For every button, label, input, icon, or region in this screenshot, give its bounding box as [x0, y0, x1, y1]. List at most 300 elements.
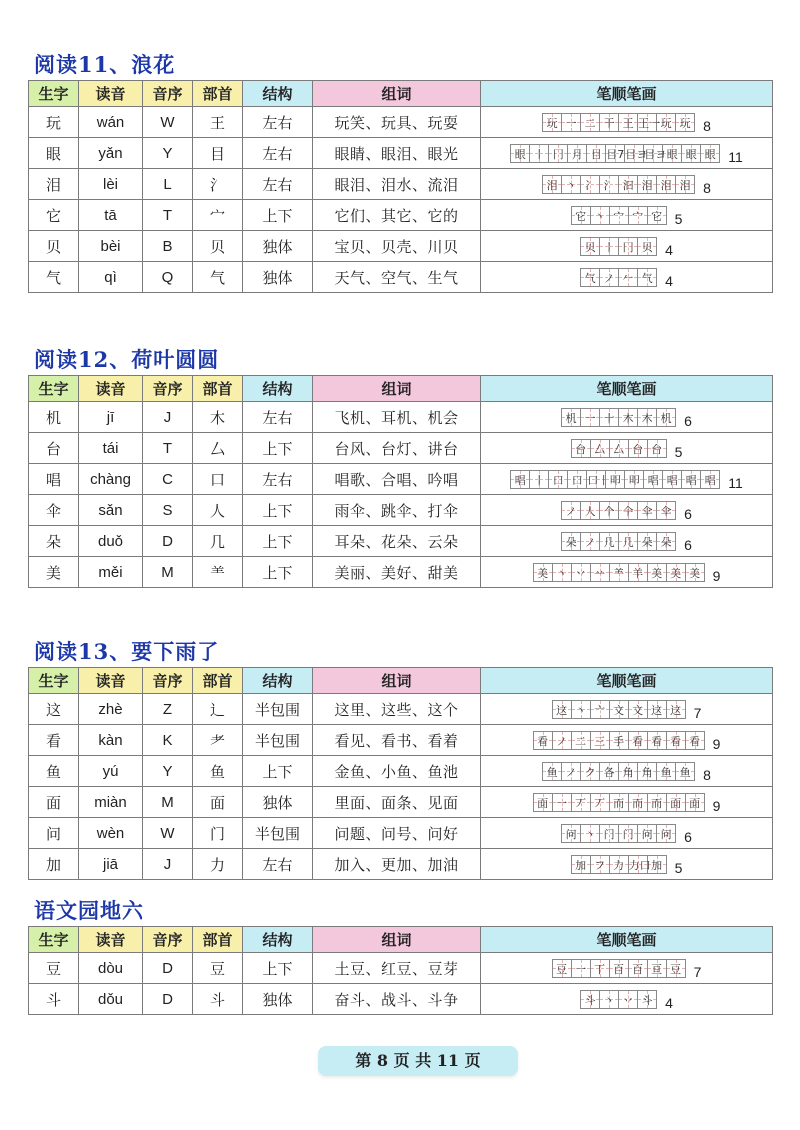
stroke-step: 唱 [685, 473, 697, 487]
cell-seq: J [143, 402, 193, 433]
char-table [28, 667, 773, 880]
stroke-box [553, 793, 572, 812]
stroke-box [648, 731, 667, 750]
table-header [29, 81, 773, 107]
cell-seq: D [143, 984, 193, 1015]
stroke-box [562, 175, 581, 194]
header-seq: 音序 [143, 376, 193, 402]
stroke-box [553, 731, 572, 750]
stroke-box [530, 144, 549, 163]
stroke-count: 9 [712, 736, 721, 752]
stroke-step: 机 [660, 411, 672, 425]
stroke-box [581, 175, 600, 194]
stroke-box [600, 408, 619, 427]
cell-radical: 目 [193, 138, 243, 169]
stroke-box [667, 959, 686, 978]
stroke-box [587, 144, 606, 163]
stroke-box [638, 501, 657, 520]
stroke-box [534, 731, 553, 750]
stroke-step: 眼 [666, 147, 678, 161]
stroke-step: 丶 [594, 209, 606, 223]
stroke-order-grid [571, 439, 667, 458]
stroke-box [629, 731, 648, 750]
stroke-order-grid [580, 268, 657, 287]
cell-pinyin: miàn [79, 787, 143, 818]
cell-radical: 门 [193, 818, 243, 849]
stroke-box [581, 762, 600, 781]
stroke-step: 泪 [641, 178, 653, 192]
cell-strokes [481, 495, 773, 526]
stroke-step: 玩 [546, 116, 558, 130]
stroke-box [619, 237, 638, 256]
stroke-step: 气 [584, 271, 596, 285]
stroke-step: ノ [565, 504, 577, 518]
cell-structure: 半包围 [243, 725, 313, 756]
cell-words: 天气、空气、生气 [313, 262, 481, 293]
cell-words: 奋斗、战斗、斗争 [313, 984, 481, 1015]
stroke-step: 斗 [641, 993, 653, 1007]
stroke-box [591, 731, 610, 750]
stroke-step: 这 [556, 703, 568, 717]
stroke-box [581, 268, 600, 287]
stroke-step: 豆 [670, 962, 682, 976]
stroke-box [572, 439, 591, 458]
stroke-box [572, 959, 591, 978]
header-strokes: 笔顺笔画 [481, 81, 773, 107]
stroke-step: 冫 [584, 178, 596, 192]
cell-char: 台 [29, 433, 79, 464]
cell-words: 里面、面条、见面 [313, 787, 481, 818]
stroke-order-grid [571, 855, 667, 874]
header-radical: 部首 [193, 927, 243, 953]
stroke-step: 美 [651, 566, 663, 580]
cell-structure: 上下 [243, 433, 313, 464]
stroke-box [581, 237, 600, 256]
header-structure: 结构 [243, 668, 313, 694]
cell-strokes [481, 262, 773, 293]
cell-words: 台风、台灯、讲台 [313, 433, 481, 464]
cell-pinyin: sǎn [79, 495, 143, 526]
stroke-step: 几 [603, 535, 615, 549]
stroke-box [676, 762, 695, 781]
cell-seq: B [143, 231, 193, 262]
stroke-step: 叩 [628, 473, 640, 487]
stroke-box [667, 700, 686, 719]
cell-pinyin: kàn [79, 725, 143, 756]
stroke-box [648, 563, 667, 582]
cell-radical: 鱼 [193, 756, 243, 787]
stroke-count: 5 [674, 211, 683, 227]
stroke-box [568, 470, 587, 489]
stroke-step: 眼 [514, 147, 526, 161]
cell-char: 玩 [29, 107, 79, 138]
stroke-step: 唱 [514, 473, 526, 487]
stroke-box [562, 824, 581, 843]
cell-pinyin: wèn [79, 818, 143, 849]
stroke-step: 看 [651, 734, 663, 748]
stroke-box [619, 990, 638, 1009]
cell-char: 机 [29, 402, 79, 433]
stroke-step: 丶 [565, 178, 577, 192]
cell-strokes [481, 557, 773, 588]
stroke-box [686, 731, 705, 750]
stroke-box [638, 762, 657, 781]
stroke-box [619, 824, 638, 843]
stroke-step: 它 [651, 209, 663, 223]
stroke-box [562, 408, 581, 427]
cell-structure: 独体 [243, 787, 313, 818]
stroke-step: 丨 [603, 240, 615, 254]
stroke-box [657, 408, 676, 427]
stroke-step: 鱼 [679, 765, 691, 779]
stroke-step: 亘 [651, 962, 663, 976]
cell-radical: 斗 [193, 984, 243, 1015]
stroke-box [606, 470, 625, 489]
cell-structure: 半包围 [243, 694, 313, 725]
table-row [29, 526, 773, 557]
cell-words: 飞机、耳机、机会 [313, 402, 481, 433]
cell-char: 贝 [29, 231, 79, 262]
cell-radical: 口 [193, 464, 243, 495]
cell-char: 加 [29, 849, 79, 880]
stroke-box [591, 206, 610, 225]
stroke-step: 加 [651, 858, 663, 872]
header-radical: 部首 [193, 81, 243, 107]
table-row [29, 557, 773, 588]
stroke-step: 𠂉 [622, 271, 634, 285]
header-seq: 音序 [143, 668, 193, 694]
stroke-step: 丶 [575, 703, 587, 717]
cell-char: 朵 [29, 526, 79, 557]
section-title: 阅读11、浪花 [34, 52, 176, 77]
stroke-step: 看 [689, 734, 701, 748]
cell-structure: 上下 [243, 200, 313, 231]
header-radical: 部首 [193, 668, 243, 694]
cell-char: 美 [29, 557, 79, 588]
header-strokes: 笔顺笔画 [481, 927, 773, 953]
stroke-box [644, 144, 667, 163]
cell-radical: 木 [193, 402, 243, 433]
stroke-box [619, 532, 638, 551]
stroke-box [657, 762, 676, 781]
section-12 [28, 345, 772, 588]
cell-words: 眼睛、眼泪、眼光 [313, 138, 481, 169]
stroke-box [701, 470, 720, 489]
cell-structure: 独体 [243, 984, 313, 1015]
stroke-order-grid [533, 793, 705, 812]
section-13 [28, 637, 772, 880]
header-seq: 音序 [143, 81, 193, 107]
cell-radical: 辶 [193, 694, 243, 725]
cell-words: 土豆、红豆、豆芽 [313, 953, 481, 984]
cell-strokes [481, 464, 773, 495]
stroke-box [644, 470, 663, 489]
stroke-step: 角 [641, 765, 653, 779]
stroke-box [591, 959, 610, 978]
stroke-box [682, 470, 701, 489]
stroke-box [562, 113, 581, 132]
stroke-box [572, 700, 591, 719]
stroke-step: 问 [565, 827, 577, 841]
stroke-box [638, 268, 657, 287]
header-char: 生字 [29, 927, 79, 953]
stroke-box [610, 206, 629, 225]
stroke-box [638, 990, 657, 1009]
cell-radical: 人 [193, 495, 243, 526]
stroke-count: 5 [674, 444, 683, 460]
stroke-count: 4 [665, 273, 673, 289]
table-row [29, 107, 773, 138]
stroke-step: ノ [603, 271, 615, 285]
stroke-step: フ [594, 858, 606, 872]
stroke-count: 6 [684, 537, 692, 553]
stroke-step: 百 [613, 962, 625, 976]
stroke-box [648, 855, 667, 874]
stroke-step: 门 [622, 827, 634, 841]
stroke-order-grid [561, 824, 676, 843]
table-header [29, 927, 773, 953]
stroke-box [534, 793, 553, 812]
cell-seq: Z [143, 694, 193, 725]
stroke-count: 11 [728, 149, 743, 165]
cell-radical: 气 [193, 262, 243, 293]
stroke-box [600, 824, 619, 843]
cell-char: 鱼 [29, 756, 79, 787]
table-row [29, 984, 773, 1015]
cell-radical: ⺷ [193, 557, 243, 588]
stroke-step: 厶 [613, 442, 625, 456]
stroke-step: 美 [537, 566, 549, 580]
stroke-box [676, 175, 695, 194]
stroke-step: 丆 [575, 796, 587, 810]
cell-pinyin: zhè [79, 694, 143, 725]
header-words: 组词 [313, 668, 481, 694]
cell-strokes [481, 231, 773, 262]
cell-pinyin: yǎn [79, 138, 143, 169]
stroke-step: 一 [556, 796, 568, 810]
stroke-order-grid [580, 990, 657, 1009]
stroke-box [667, 731, 686, 750]
stroke-step: 美 [689, 566, 701, 580]
stroke-box [553, 700, 572, 719]
cell-char: 眼 [29, 138, 79, 169]
header-char: 生字 [29, 81, 79, 107]
header-char: 生字 [29, 376, 79, 402]
stroke-box [638, 532, 657, 551]
cell-pinyin: jī [79, 402, 143, 433]
stroke-step: 唱 [704, 473, 716, 487]
cell-char: 这 [29, 694, 79, 725]
stroke-count: 7 [693, 705, 702, 721]
cell-char: 面 [29, 787, 79, 818]
stroke-box [572, 731, 591, 750]
stroke-count: 6 [684, 506, 692, 522]
stroke-box [625, 470, 644, 489]
cell-structure: 左右 [243, 464, 313, 495]
stroke-order-grid [533, 563, 705, 582]
stroke-step: 口 [552, 473, 564, 487]
stroke-box [619, 408, 638, 427]
char-table [28, 926, 773, 1015]
stroke-step: 而 [632, 796, 644, 810]
stroke-box [549, 144, 568, 163]
cell-pinyin: tā [79, 200, 143, 231]
stroke-step: 朵 [660, 535, 672, 549]
cell-words: 问题、问号、问好 [313, 818, 481, 849]
stroke-step: 伞 [660, 504, 672, 518]
cell-radical: 几 [193, 526, 243, 557]
table-header [29, 376, 773, 402]
stroke-box [572, 563, 591, 582]
stroke-count: 9 [712, 798, 721, 814]
cell-seq: Y [143, 756, 193, 787]
stroke-step: 丶 [556, 566, 568, 580]
stroke-step: 美 [670, 566, 682, 580]
section-11 [28, 50, 772, 293]
stroke-step: 加 [575, 858, 587, 872]
cell-words: 眼泪、泪水、流泪 [313, 169, 481, 200]
stroke-step: 门 [603, 827, 615, 841]
stroke-step: 冂 [622, 240, 634, 254]
stroke-count: 5 [674, 860, 683, 876]
stroke-step: 面 [689, 796, 701, 810]
stroke-step: 看 [632, 734, 644, 748]
cell-structure: 左右 [243, 107, 313, 138]
cell-pinyin: jiā [79, 849, 143, 880]
header-seq: 音序 [143, 927, 193, 953]
stroke-step: 泪 [660, 178, 672, 192]
stroke-step: 百 [632, 962, 644, 976]
cell-char: 斗 [29, 984, 79, 1015]
stroke-step: 目 [590, 147, 602, 161]
cell-strokes [481, 849, 773, 880]
stroke-step: 伞 [641, 504, 653, 518]
stroke-box [657, 824, 676, 843]
stroke-order-grid [580, 237, 657, 256]
stroke-step: 面 [670, 796, 682, 810]
stroke-box [591, 439, 610, 458]
char-table [28, 80, 773, 293]
cell-pinyin: wán [79, 107, 143, 138]
stroke-step: 宀 [632, 209, 644, 223]
stroke-step: ⺷ [613, 566, 625, 580]
stroke-box [657, 175, 676, 194]
table-row [29, 464, 773, 495]
stroke-box [591, 563, 610, 582]
cell-radical: 氵 [193, 169, 243, 200]
stroke-step: 羊 [632, 566, 644, 580]
section-title: 阅读13、要下雨了 [34, 639, 220, 664]
stroke-step: 叩 [609, 473, 621, 487]
stroke-order-grid [510, 144, 720, 163]
stroke-step: 它 [575, 209, 587, 223]
header-structure: 结构 [243, 81, 313, 107]
stroke-box [610, 793, 629, 812]
cell-strokes [481, 526, 773, 557]
cell-structure: 左右 [243, 169, 313, 200]
stroke-step: 问 [660, 827, 672, 841]
stroke-count: 6 [684, 829, 692, 845]
header-radical: 部首 [193, 376, 243, 402]
header-pinyin: 读音 [79, 927, 143, 953]
cell-char: 问 [29, 818, 79, 849]
stroke-step: 贝 [584, 240, 596, 254]
cell-words: 耳朵、花朵、云朵 [313, 526, 481, 557]
stroke-order-grid [571, 206, 667, 225]
cell-words: 这里、这些、这个 [313, 694, 481, 725]
stroke-box [572, 793, 591, 812]
stroke-step: 目ヨ [644, 147, 667, 161]
cell-structure: 上下 [243, 557, 313, 588]
table-row [29, 694, 773, 725]
stroke-box [625, 144, 648, 163]
cell-char: 唱 [29, 464, 79, 495]
table-row [29, 433, 773, 464]
cell-structure: 上下 [243, 495, 313, 526]
stroke-box [610, 563, 629, 582]
cell-char: 它 [29, 200, 79, 231]
stroke-box [657, 501, 676, 520]
cell-seq: M [143, 787, 193, 818]
cell-pinyin: qì [79, 262, 143, 293]
stroke-step: 贝 [641, 240, 653, 254]
stroke-step: 斗 [584, 993, 596, 1007]
stroke-step: 台 [575, 442, 587, 456]
stroke-count: 4 [665, 995, 673, 1011]
stroke-box [629, 206, 648, 225]
stroke-step: 亠 [594, 703, 606, 717]
header-structure: 结构 [243, 376, 313, 402]
stroke-step: 泪 [679, 178, 691, 192]
stroke-step: 一 [565, 116, 577, 130]
stroke-box [543, 175, 562, 194]
cell-strokes [481, 953, 773, 984]
stroke-box [511, 144, 530, 163]
cell-strokes [481, 402, 773, 433]
stroke-order-grid [542, 762, 695, 781]
stroke-step: 丶 [603, 993, 615, 1007]
stroke-step: 目ヨ [625, 147, 648, 161]
stroke-box [648, 793, 667, 812]
stroke-step: 眼 [685, 147, 697, 161]
stroke-count: 8 [703, 180, 711, 196]
stroke-step: 泪 [546, 178, 558, 192]
stroke-box [701, 144, 720, 163]
stroke-step: 丨 [533, 473, 545, 487]
stroke-step: 而 [651, 796, 663, 810]
stroke-step: 仐 [622, 504, 634, 518]
cell-strokes [481, 169, 773, 200]
stroke-step: 丨 [533, 147, 545, 161]
cell-char: 气 [29, 262, 79, 293]
table-row [29, 231, 773, 262]
stroke-step: 力口 [628, 858, 651, 872]
stroke-step: 各 [603, 765, 615, 779]
cell-radical: 厶 [193, 433, 243, 464]
stroke-box [581, 532, 600, 551]
stroke-box [610, 855, 629, 874]
stroke-count: 11 [728, 475, 743, 491]
cell-char: 豆 [29, 953, 79, 984]
stroke-box [657, 532, 676, 551]
stroke-box [638, 408, 657, 427]
cell-words: 唱歌、合唱、吟唱 [313, 464, 481, 495]
cell-char: 泪 [29, 169, 79, 200]
cell-pinyin: bèi [79, 231, 143, 262]
stroke-step: 冂 [552, 147, 564, 161]
stroke-step: 十 [603, 411, 615, 425]
stroke-step: 朵 [565, 535, 577, 549]
